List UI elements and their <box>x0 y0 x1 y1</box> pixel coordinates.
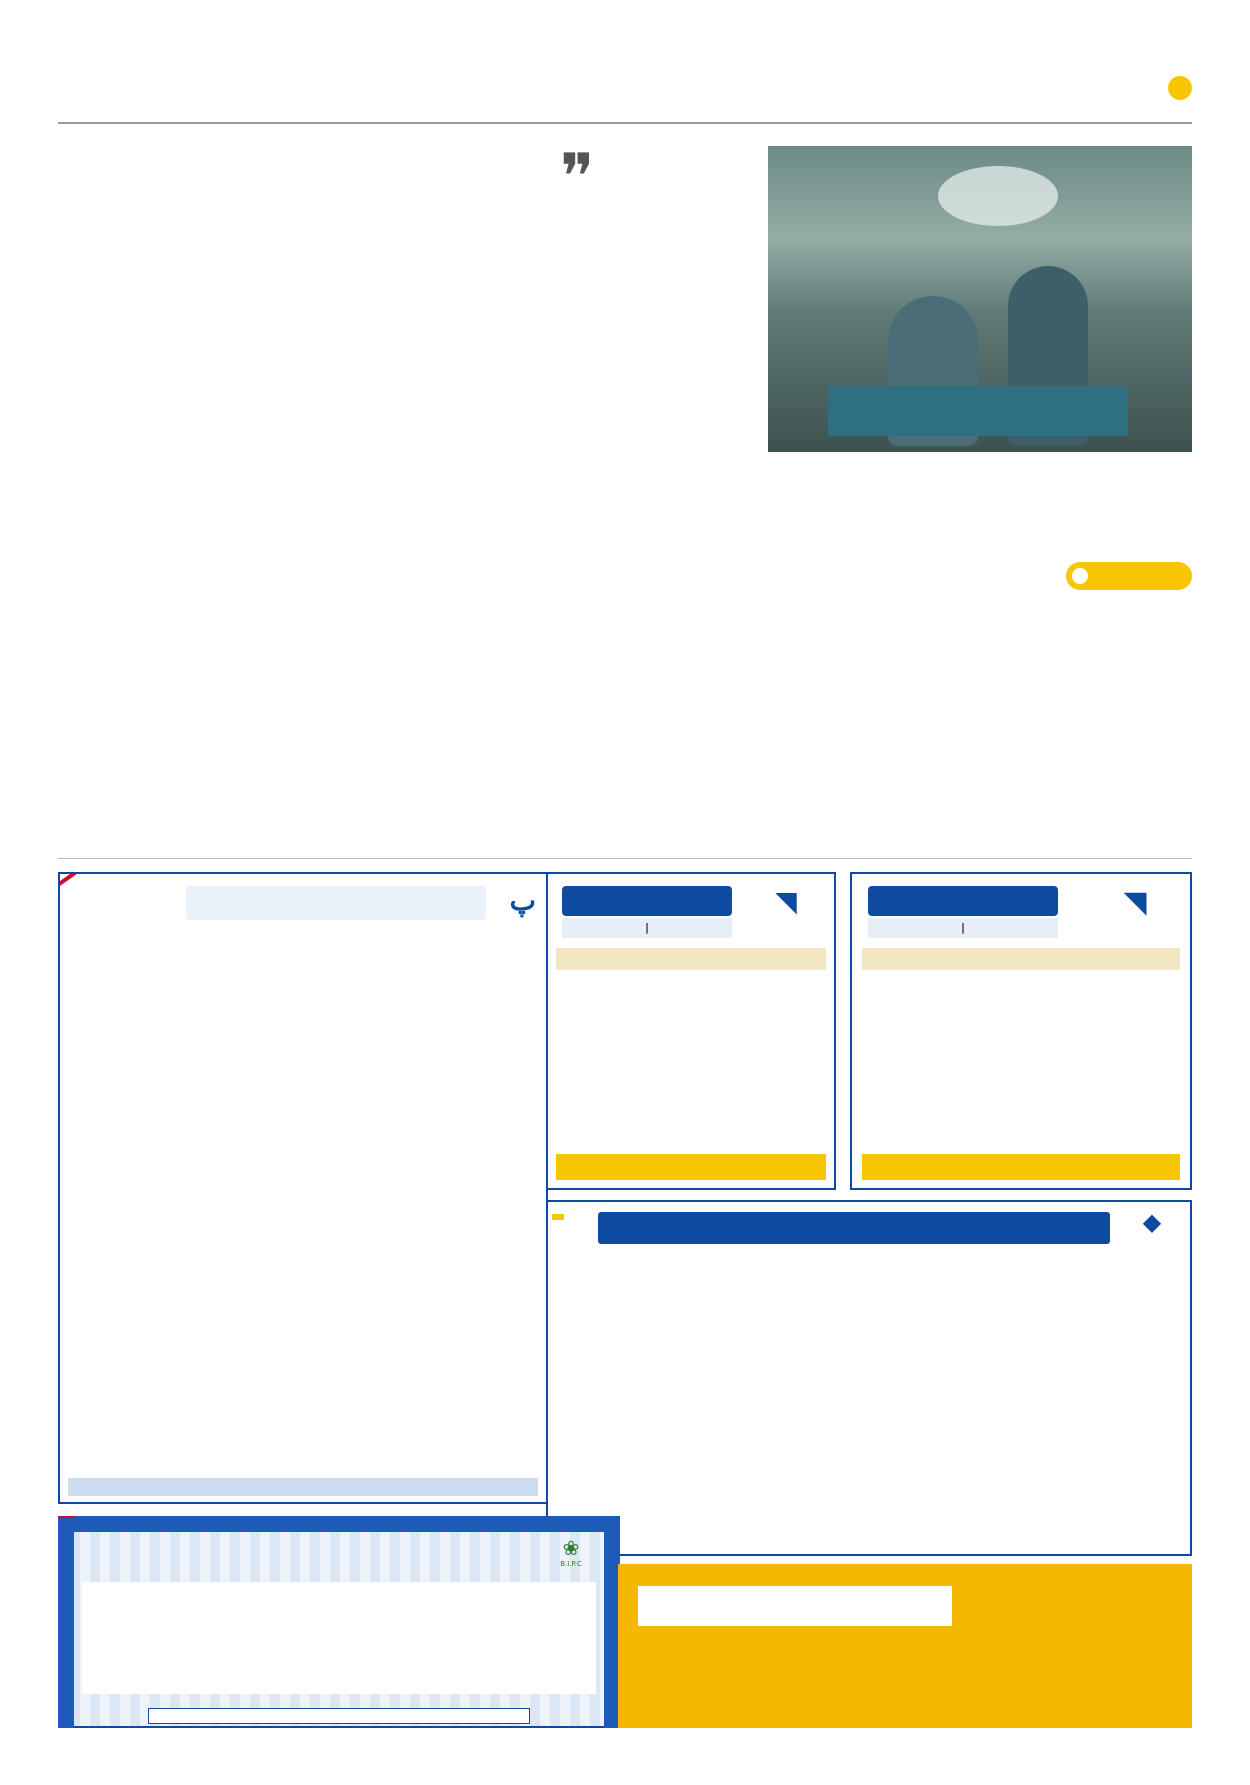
article-column-3-text <box>768 562 904 712</box>
ad3-body <box>72 932 534 1400</box>
article-column-4 <box>582 146 718 846</box>
ads-divider <box>58 858 1192 859</box>
ad5-left-band <box>58 1516 74 1728</box>
quote-icon: ❞ <box>560 141 595 215</box>
plant-logo-icon: ❀ <box>562 1536 580 1560</box>
ad5-top-band <box>58 1516 620 1532</box>
water-tender-ad <box>546 1200 1192 1556</box>
ad1-subtitle: | <box>868 918 1058 938</box>
ad2-subtitle: | <box>562 918 732 938</box>
ad4-intro <box>558 1250 1110 1294</box>
article-column-5 <box>434 146 572 846</box>
article-column-7 <box>148 146 280 846</box>
land-sale-ad <box>58 872 548 1504</box>
ad3-footer <box>68 1478 538 1496</box>
ad6-phone <box>688 1642 912 1696</box>
article-column-6-text <box>288 146 426 536</box>
article-column-8-text <box>58 146 142 206</box>
ad3-title <box>186 886 486 920</box>
article-column-6 <box>288 146 426 846</box>
ad4-conditions <box>558 1352 1180 1550</box>
ad4-badge <box>552 1214 564 1220</box>
article-column-5-text <box>434 146 572 706</box>
ad3-number <box>74 882 170 924</box>
parand-logo-icon: پ <box>509 884 536 917</box>
iran-ads-banner[interactable] <box>618 1564 1192 1728</box>
header-divider <box>58 122 1192 124</box>
water-company-logo <box>1122 1208 1182 1260</box>
surgical-lamp <box>938 166 1058 226</box>
refinery-logo <box>746 884 826 940</box>
ad6-sub <box>974 1572 1061 1595</box>
ad4-title <box>598 1212 1110 1244</box>
ad1-footer <box>862 1154 1180 1180</box>
iran-logo <box>1080 1574 1180 1714</box>
tender-ad-shoes <box>850 872 1192 1190</box>
tender-ad-valve <box>546 872 836 1190</box>
drop-logo-icon: ◆ <box>1142 1208 1162 1236</box>
article-column-4-text <box>582 146 718 706</box>
ad2-request <box>556 948 826 970</box>
article-column-1 <box>1066 632 1192 846</box>
ad2-footer <box>556 1154 826 1180</box>
ad6-line1 <box>638 1586 952 1626</box>
newspaper-logo[interactable] <box>1118 70 1192 120</box>
article-column-8 <box>58 146 142 846</box>
article-column-2 <box>916 562 1054 846</box>
refinery-logo <box>1090 884 1180 940</box>
petrochem-tender-ad <box>58 1516 620 1728</box>
ad1-title <box>868 886 1058 916</box>
ad2-title <box>562 886 732 916</box>
tag-dot-icon <box>1072 568 1088 584</box>
ad5-footer <box>148 1708 530 1724</box>
article-column-7-text <box>148 146 280 426</box>
sun-logo-icon <box>1168 76 1192 100</box>
wave-logo-icon: ◥ <box>775 885 797 918</box>
ad1-request <box>862 948 1180 970</box>
report-tag <box>1066 562 1192 590</box>
surgery-photo <box>768 146 1192 452</box>
operating-table <box>828 386 1128 436</box>
wave-logo-icon: ◥ <box>1123 885 1147 920</box>
bipc-logo: ❀ B.I.P.C <box>546 1536 596 1572</box>
article-column-3 <box>768 562 904 846</box>
ad5-body <box>82 1582 596 1694</box>
ad5-badge <box>58 1516 74 1518</box>
